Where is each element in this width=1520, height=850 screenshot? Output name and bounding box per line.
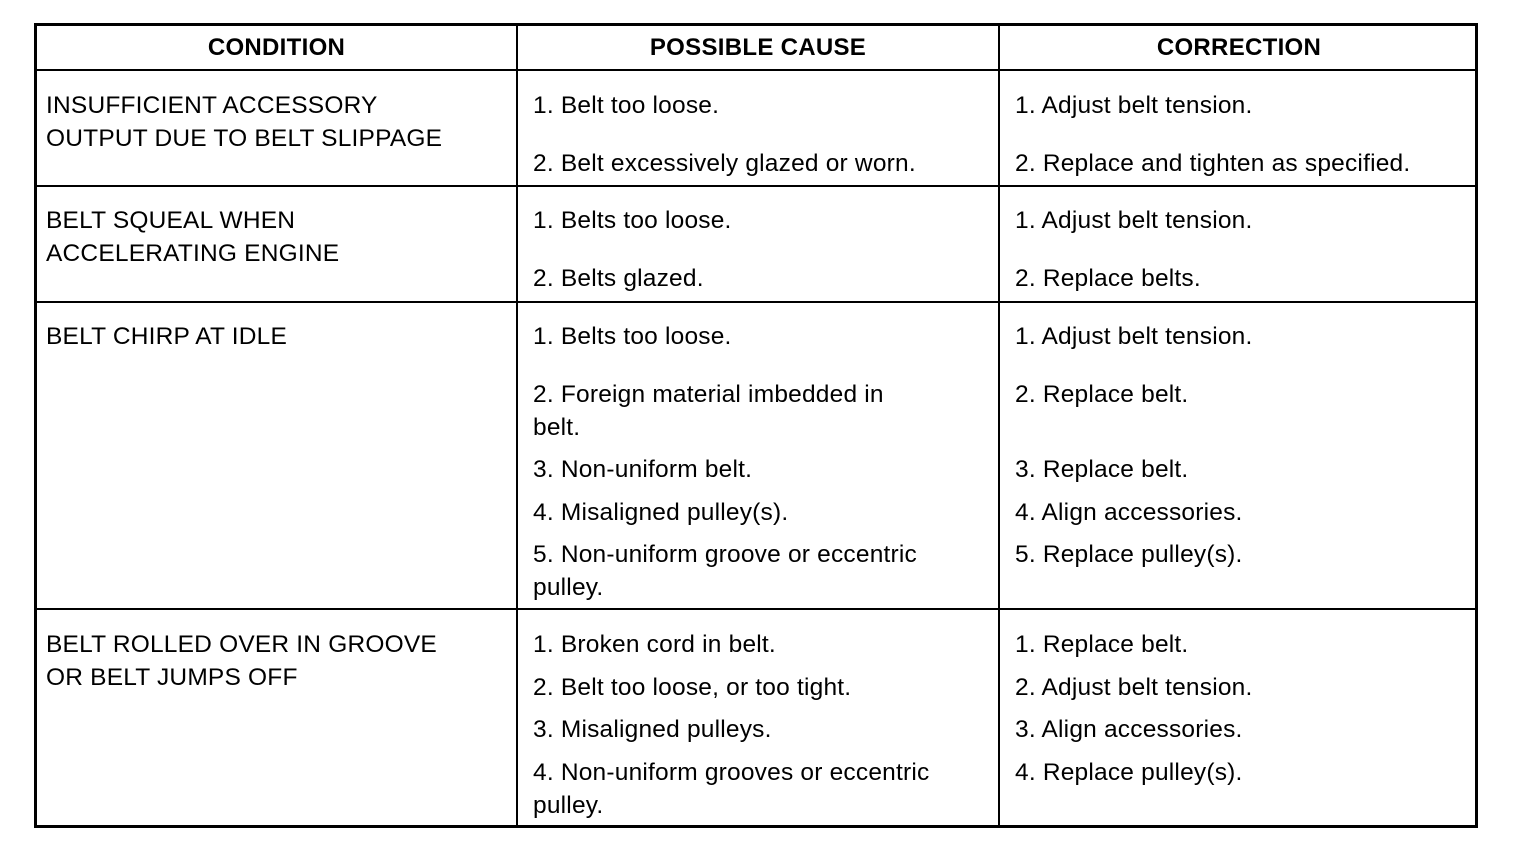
correction-text: 1. Adjust belt tension.	[1015, 323, 1253, 350]
header-condition: CONDITION	[207, 34, 346, 61]
correction-text: 2. Replace belts.	[1015, 265, 1201, 292]
column-divider-1	[516, 26, 518, 825]
cause-text: 3. Non-uniform belt.	[533, 456, 753, 483]
cause-text: 4. Misaligned pulley(s).	[533, 499, 789, 526]
row-divider-1	[37, 185, 1475, 187]
row-divider-2	[37, 301, 1475, 303]
correction-text: 2. Adjust belt tension.	[1015, 674, 1253, 701]
cause-text: 1. Broken cord in belt.	[533, 631, 776, 658]
cause-text: 4. Non-uniform grooves or eccentric	[533, 759, 930, 786]
condition-text: BELT ROLLED OVER IN GROOVE	[46, 631, 437, 658]
cause-text: 2. Belts glazed.	[533, 265, 704, 292]
correction-text: 5. Replace pulley(s).	[1015, 541, 1243, 568]
condition-text: OUTPUT DUE TO BELT SLIPPAGE	[46, 125, 443, 152]
cause-text: 1. Belts too loose.	[533, 207, 732, 234]
correction-text: 2. Replace belt.	[1015, 381, 1189, 408]
correction-text: 4. Align accessories.	[1015, 499, 1243, 526]
cause-text: 5. Non-uniform groove or eccentric	[533, 541, 917, 568]
correction-text: 1. Replace belt.	[1015, 631, 1189, 658]
header-possible-cause: POSSIBLE CAUSE	[649, 34, 867, 61]
correction-text: 2. Replace and tighten as specified.	[1015, 150, 1411, 177]
header-correction: CORRECTION	[1156, 34, 1322, 61]
condition-text: BELT CHIRP AT IDLE	[46, 323, 287, 350]
correction-text: 1. Adjust belt tension.	[1015, 207, 1253, 234]
cause-text: pulley.	[533, 792, 604, 819]
correction-text: 4. Replace pulley(s).	[1015, 759, 1243, 786]
cause-text: belt.	[533, 414, 581, 441]
cause-text: pulley.	[533, 574, 604, 601]
cause-text: 3. Misaligned pulleys.	[533, 716, 772, 743]
correction-text: 1. Adjust belt tension.	[1015, 92, 1253, 119]
row-divider-3	[37, 608, 1475, 610]
cause-text: 2. Foreign material imbedded in	[533, 381, 884, 408]
condition-text: OR BELT JUMPS OFF	[46, 664, 298, 691]
correction-text: 3. Align accessories.	[1015, 716, 1243, 743]
cause-text: 1. Belt too loose.	[533, 92, 720, 119]
diagnosis-table	[34, 23, 1478, 828]
cause-text: 1. Belts too loose.	[533, 323, 732, 350]
cause-text: 2. Belt excessively glazed or worn.	[533, 150, 916, 177]
correction-text: 3. Replace belt.	[1015, 456, 1189, 483]
condition-text: INSUFFICIENT ACCESSORY	[46, 92, 378, 119]
header-row	[37, 26, 1475, 70]
condition-text: BELT SQUEAL WHEN	[46, 207, 296, 234]
condition-text: ACCELERATING ENGINE	[46, 240, 340, 267]
column-divider-2	[998, 26, 1000, 825]
cause-text: 2. Belt too loose, or too tight.	[533, 674, 852, 701]
